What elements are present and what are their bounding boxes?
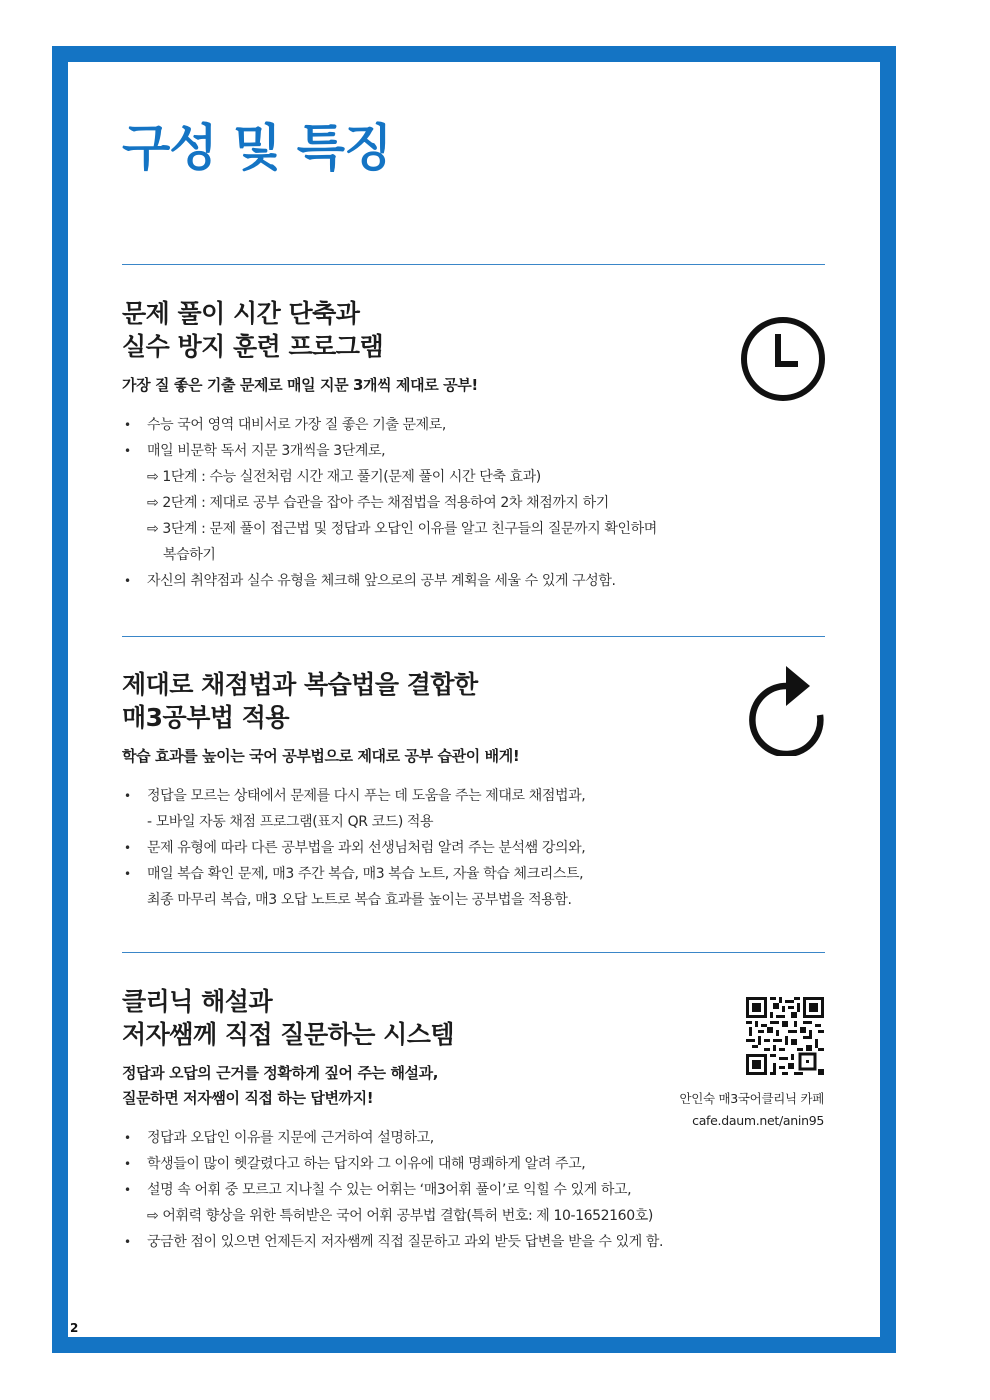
list-item: • 정답과 오답인 이유를 지문에 근거하여 설명하고, [122,1125,722,1151]
list-item: • 매일 비문학 독서 지문 3개씩을 3단계로, [122,438,722,464]
qr-code-icon[interactable] [746,997,824,1075]
list-item: • 정답을 모르는 상태에서 문제를 다시 푸는 데 도움을 주는 제대로 채점법과, [122,783,722,809]
list-item: • 학생들이 많이 헷갈렸다고 하는 답지와 그 이유에 대해 명쾌하게 알려 주고, [122,1151,722,1177]
feature-list [122,783,722,913]
section-subtitle [122,373,722,398]
section-divider [122,952,825,953]
section-title-line: 저자쌤께 직접 질문하는 시스템 [122,1020,455,1049]
section-title-line: 실수 방지 훈련 프로그램 [122,332,384,361]
refresh-arrow-icon [744,664,830,756]
section-title-line: 클리닉 해설과 [122,987,273,1016]
list-item: • 설명 속 어휘 중 모르고 지나칠 수 있는 어휘는 ‘매3어휘 풀이’로 익힐 수 있게 하고, [122,1177,722,1203]
qr-caption-url[interactable]: cafe.daum.net/anin95 [692,1113,824,1128]
qr-caption [679,1088,824,1132]
section-subtitle-line: 학습 효과를 높이는 국어 공부법으로 제대로 공부 습관이 배게! [122,747,520,765]
clock-icon [738,314,828,404]
list-item: • 매일 복습 확인 문제, 매3 주간 복습, 매3 복습 노트, 자율 학습 체크리스트, [122,861,722,887]
section-subtitle-line: 정답과 오답의 근거를 정확하게 짚어 주는 해설과, [122,1064,439,1082]
section-title-line: 제대로 채점법과 복습법을 결합한 [122,670,478,699]
section-title [122,668,722,734]
list-item-note: - 모바일 자동 채점 프로그램(표지 QR 코드) 적용 [147,814,434,830]
section-title [122,297,722,363]
section-divider [122,264,825,265]
list-item: • 자신의 취약점과 실수 유형을 체크해 앞으로의 공부 계획을 세울 수 있게 구성함. [122,568,722,594]
list-item: • 궁금한 점이 있으면 언제든지 저자쌤께 직접 질문하고 과외 받듯 답변을 받을 수 있게 함. [122,1229,722,1255]
section-subtitle [122,1061,722,1111]
section-clinic-explanations [122,985,722,1255]
feature-list [122,412,722,594]
feature-list [122,1125,722,1255]
section-time-saving [122,297,722,594]
qr-caption-cafe-name: 안인숙 매3국어클리닉 카페 [679,1091,824,1106]
page-number: 2 [70,1321,79,1335]
section-title-line: 문제 풀이 시간 단축과 [122,299,360,328]
list-item-continuation: 최종 마무리 복습, 매3 오답 노트로 복습 효과를 높이는 공부법을 적용함. [147,892,572,908]
list-item-continuation: 복습하기 [163,547,216,563]
section-grading-method [122,668,722,913]
list-item-step: ⇨ 1단계 : 수능 실전처럼 시간 재고 풀기(문제 풀이 시간 단축 효과) [147,469,541,485]
section-title-line: 매3공부법 적용 [122,703,289,732]
list-item-step: ⇨ 어휘력 향상을 위한 특허받은 국어 어휘 공부법 결합(특허 번호: 제 10-1652160호) [147,1208,653,1224]
page-title: 구성 및 특징 [122,119,392,177]
list-item: • 문제 유형에 따라 다른 공부법을 과외 선생님처럼 알려 주는 분석쌤 강의와, [122,835,722,861]
list-item-step: ⇨ 3단계 : 문제 풀이 접근법 및 정답과 오답인 이유를 알고 친구들의 질문까지 확인하며 [147,521,657,537]
list-item-step: ⇨ 2단계 : 제대로 공부 습관을 잡아 주는 채점법을 적용하여 2차 채점까지 하기 [147,495,609,511]
section-title [122,985,722,1051]
section-subtitle [122,744,722,769]
section-subtitle-line: 질문하면 저자쌤이 직접 하는 답변까지! [122,1089,374,1107]
list-item: • 수능 국어 영역 대비서로 가장 질 좋은 기출 문제로, [122,412,722,438]
section-divider [122,636,825,637]
section-subtitle-line: 가장 질 좋은 기출 문제로 매일 지문 3개씩 제대로 공부! [122,376,478,394]
